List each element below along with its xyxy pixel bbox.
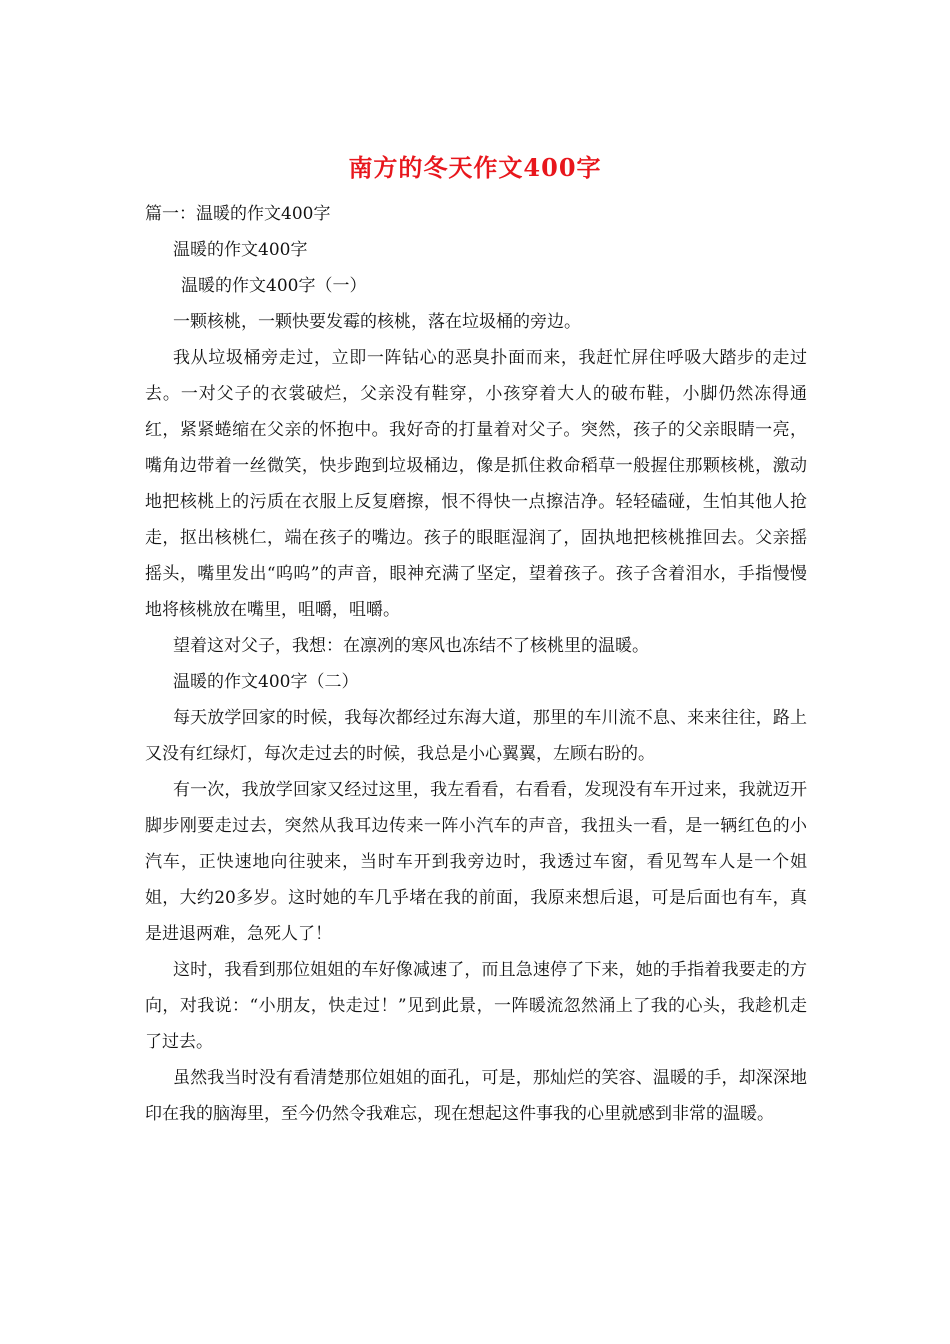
part-two-heading: 温暖的作文400字（二） [173,672,359,692]
section-heading: 篇一：温暖的作文400字 [145,204,331,224]
paragraph: 虽然我当时没有看清楚那位姐姐的面孔，可是，那灿烂的笑容、温暖的手，却深深地印在我的脑海里，至今仍然令我难忘，现在想起这件事我的心里就感到非常的温暖。 [145,1068,807,1124]
essay-title: 温暖的作文400字 [173,240,308,260]
paragraph: 每天放学回家的时候，我每次都经过东海大道，那里的车川流不息、来来往往，路上又没有红绿灯，每次走过去的时候，我总是小心翼翼，左顾右盼的。 [145,708,807,764]
paragraph: 我从垃圾桶旁走过，立即一阵钻心的恶臭扑面而来，我赶忙屏住呼吸大踏步的走过去。一对父子的衣裳破烂，父亲没有鞋穿，小孩穿着大人的破布鞋，小脚仍然冻得通红，紧紧蜷缩在父亲的怀抱中。我好奇的打量着对父子。突然，孩子的父亲眼睛一亮，嘴角边带着一丝微笑，快步跑到垃圾桶边，像是抓住救命稻草一般握住那颗核桃，激动地把核桃上的污质在衣服上反复磨擦，恨不得快一点擦洁净。轻轻磕碰，生怕其他人抢走，抠出核桃仁，端在孩子的嘴边。孩子的眼眶湿润了，固执地把核桃推回去。父亲摇摇头，嘴里发出“呜呜”的声音，眼神充满了坚定，望着孩子。孩子含着泪水，手指慢慢地将核桃放在嘴里，咀嚼，咀嚼。 [145,348,807,620]
document-title: 南方的冬天作文400字 [348,153,602,182]
paragraph: 这时，我看到那位姐姐的车好像减速了，而且急速停了下来，她的手指着我要走的方向，对我说：“小朋友，快走过！”见到此景，一阵暖流忽然涌上了我的心头，我趁机走了过去。 [145,960,807,1052]
paragraph: 望着这对父子，我想：在凛冽的寒风也冻结不了核桃里的温暖。 [173,636,649,656]
document-body [145,196,807,1132]
paragraph: 一颗核桃，一颗快要发霉的核桃，落在垃圾桶的旁边。 [173,312,581,332]
paragraph: 有一次，我放学回家又经过这里，我左看看，右看看，发现没有车开过来，我就迈开脚步刚要走过去，突然从我耳边传来一阵小汽车的声音，我扭头一看，是一辆红色的小汽车，正快速地向往驶来，当时车开到我旁边时，我透过车窗，看见驾车人是一个姐姐，大约20多岁。这时她的车几乎堵在我的前面，我原来想后退，可是后面也有车，真是进退两难，急死人了！ [145,780,807,944]
part-one-heading: 温暖的作文400字（一） [181,276,367,296]
